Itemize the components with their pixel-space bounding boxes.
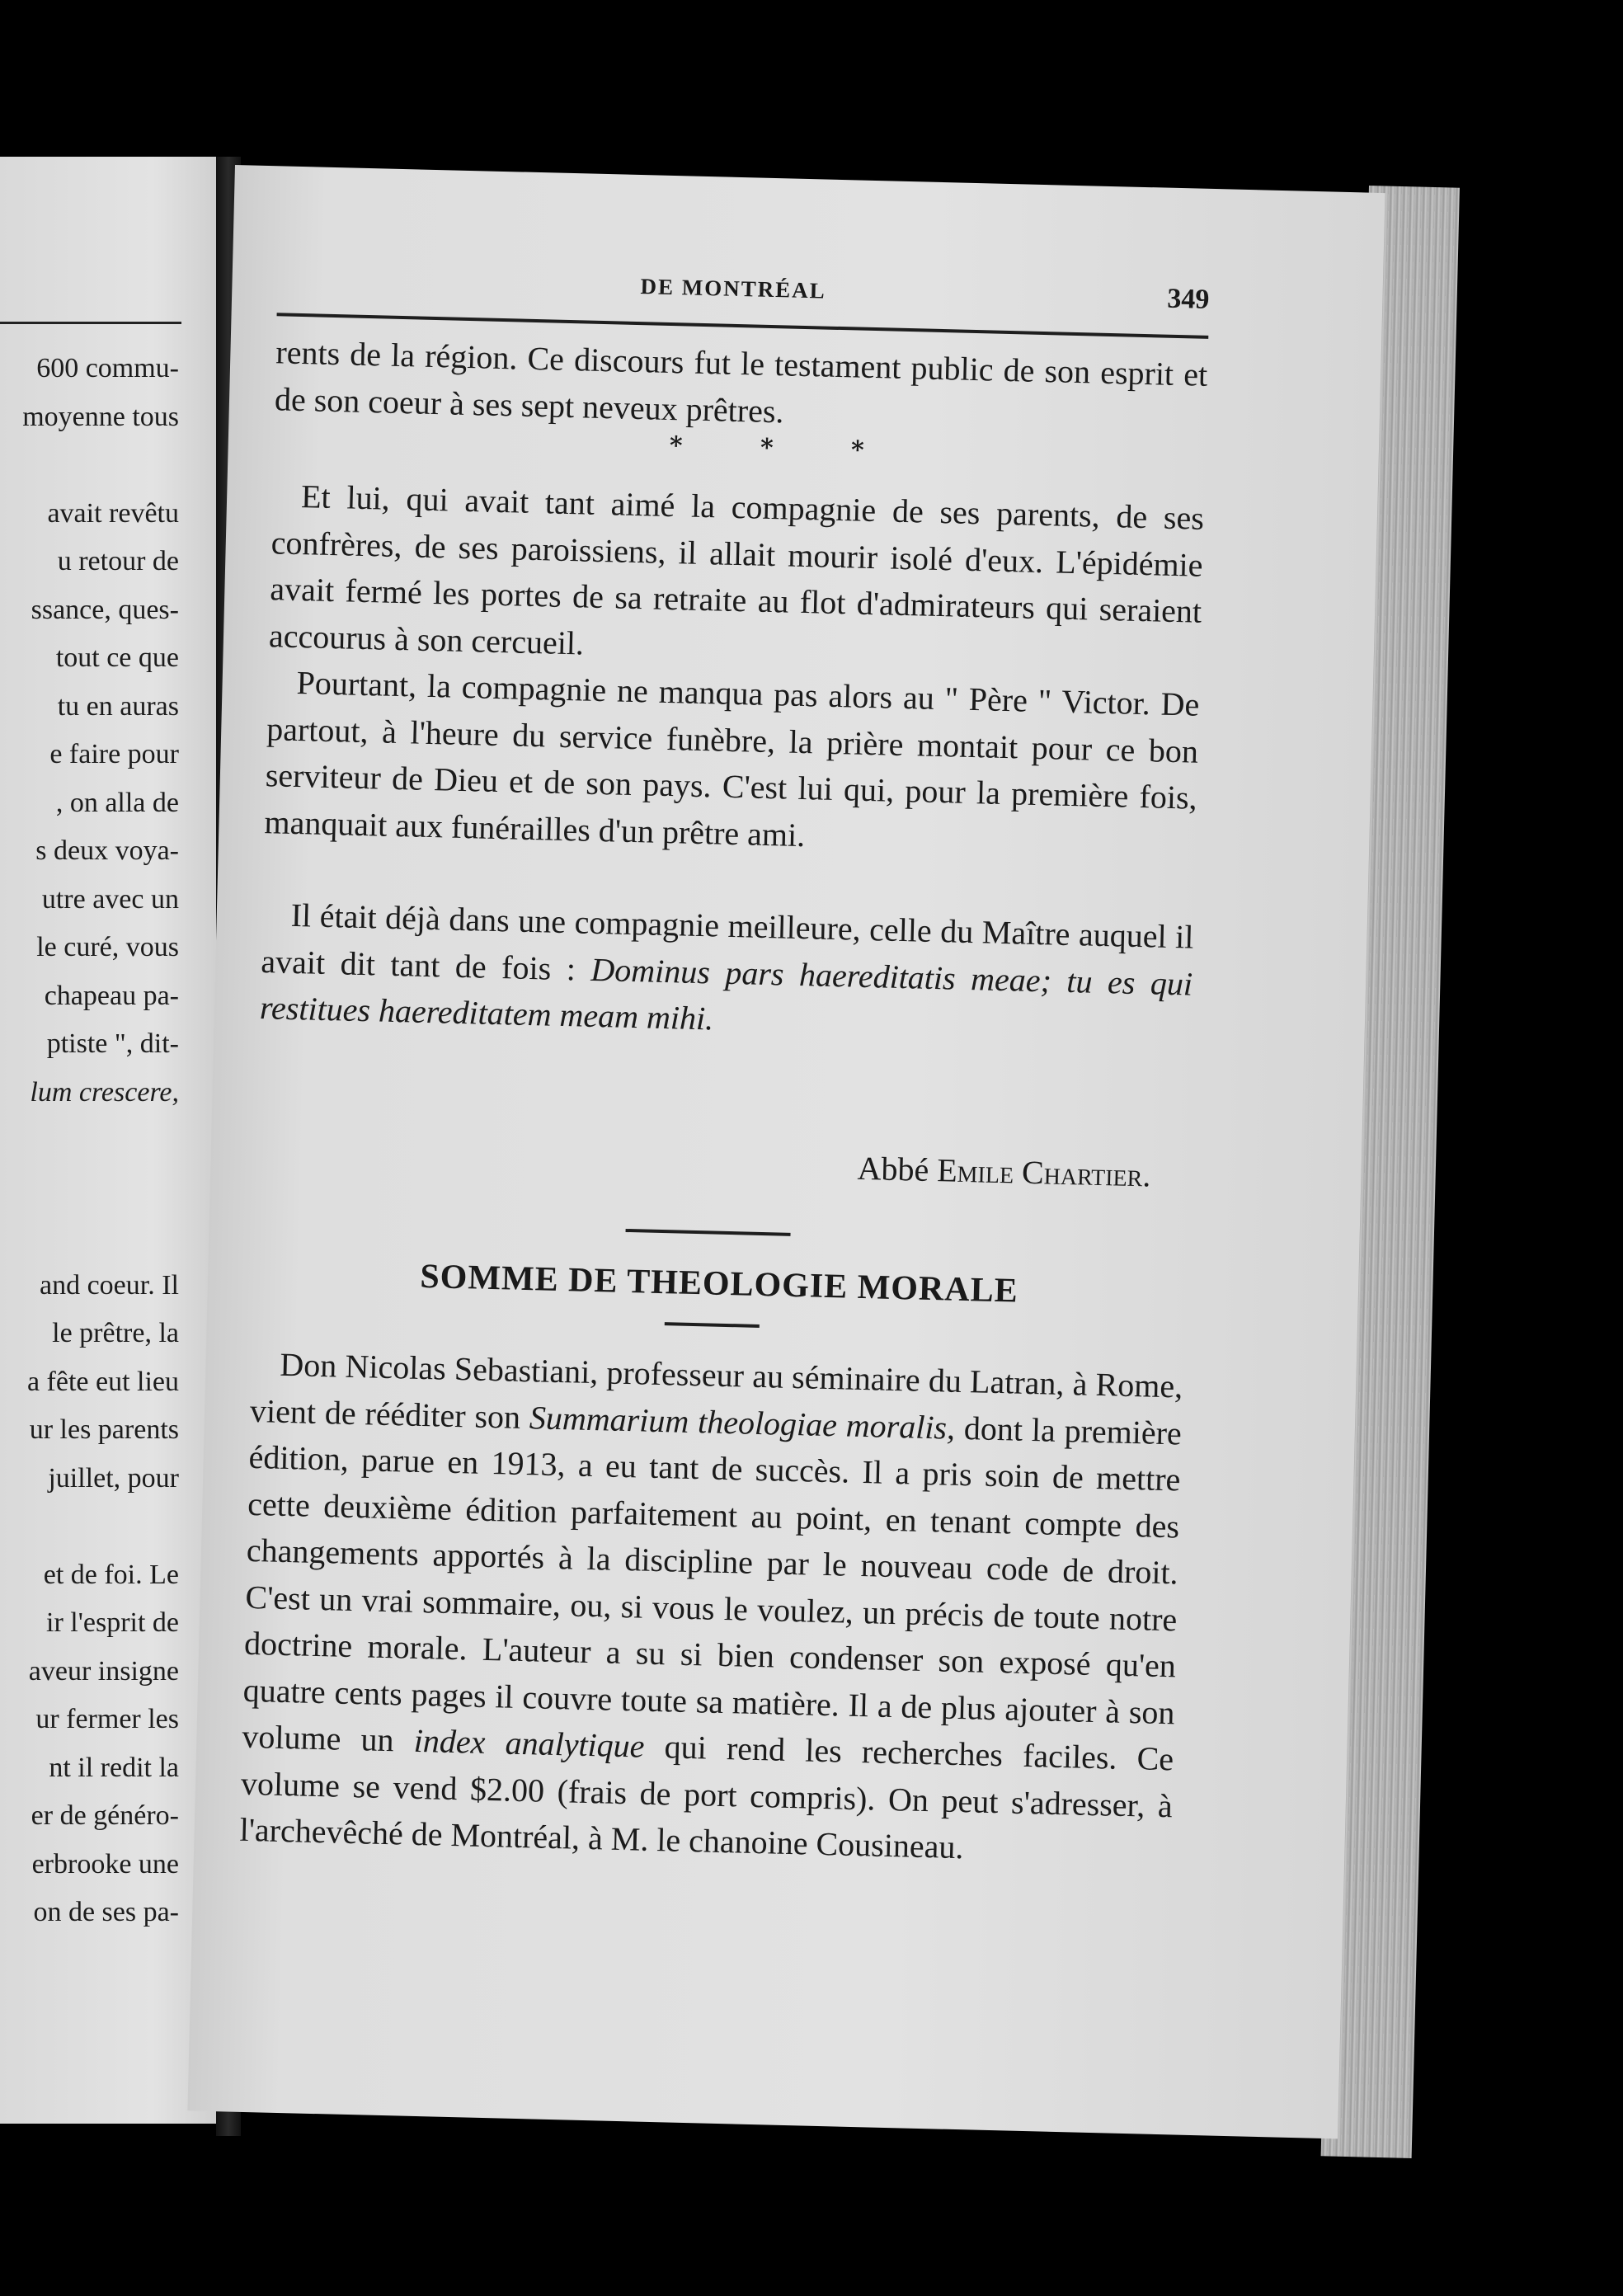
left-page-line: , on alla de <box>55 787 179 818</box>
left-page-line: ssance, ques- <box>31 594 179 625</box>
section-title: SOMME DE THEOLOGIE MORALE <box>419 1257 1019 1310</box>
paragraph-1: rents de la région. Ce discours fut le testament public de son esprit et de son coeur à ses sept neveux prêtres. <box>274 333 1208 430</box>
signature-prefix: Abbé <box>857 1149 938 1189</box>
latin-quote: Dominus pars haereditatis meae; tu es qui restitues haereditatem meam mihi. <box>259 950 1193 1037</box>
left-header-rule <box>0 322 181 324</box>
left-page-line: le curé, vous <box>36 932 179 962</box>
section-separator: * * * <box>669 430 900 466</box>
running-title: DE MONTRÉAL <box>640 274 827 303</box>
left-page-line: chapeau pa- <box>44 980 179 1011</box>
title-rule-bottom <box>665 1322 760 1328</box>
title-rule-top <box>626 1229 791 1236</box>
paragraph-5-text-a: Don Nicolas Sebastiani, professeur au séminaire du Latran, à Rome, vient de rééditer son <box>249 1345 1183 1436</box>
left-page-line: juillet, pour <box>48 1462 179 1494</box>
left-page-line: le prêtre, la <box>52 1318 179 1348</box>
left-page-line: ur les parents <box>29 1414 179 1445</box>
left-page-line: 600 commu- <box>36 353 179 383</box>
left-page-line: tu en auras <box>57 690 179 722</box>
paragraph-4 <box>259 892 1194 1054</box>
paragraph-5 <box>239 1341 1183 1876</box>
paragraph-5-text-b: dont la première édition, parue en 1913, a eu tant de succès. Il a pris soin de mettre cette deuxième édition parfaitement au point, en tenant compte des changements apportés à la discipline par le nouveau code de droit. C'est un vrai sommaire, ou, si vous le voulez, un précis de toute notre doctrine morale. L'auteur a su si bien condenser son exposé qu'en quatre cents pages il couvre toute sa matière. Il a de plus ajouter à son volume un <box>241 1409 1183 1759</box>
left-page-line: and coeur. Il <box>40 1269 179 1301</box>
left-page-line: tout ce que <box>55 642 179 673</box>
left-page-line: et de foi. Le <box>43 1559 179 1590</box>
left-page-line: e faire pour <box>49 739 179 769</box>
left-page <box>0 157 219 2124</box>
page-content <box>239 166 1212 1866</box>
left-page-line: nt il redit la <box>49 1752 179 1783</box>
left-page-line: u retour de <box>57 546 179 576</box>
left-page-line: aveur insigne <box>28 1655 179 1687</box>
left-page-line: s deux voya- <box>35 835 179 866</box>
left-page-line: moyenne tous <box>22 401 179 432</box>
paragraph-4-text: Il était déjà dans une compagnie meilleure, celle du Maître auquel il avait dit tant de fois : <box>260 896 1195 988</box>
paragraph-2: Et lui, qui avait tant aimé la compagnie de ses parents, de ses confrères, de ses paroissiens, il allait mourir isolé d'eux. L'épidémie avait fermé les portes de sa retraite au flot d'admirateurs qui seraient accourus à son cercueil. <box>268 478 1205 662</box>
left-page-line: a fête eut lieu <box>26 1366 179 1397</box>
left-page-line: ptiste ", dit- <box>46 1028 179 1059</box>
left-page-line: ir l'esprit de <box>46 1607 179 1638</box>
left-page-line: on de ses pa- <box>33 1897 179 1927</box>
paragraph-5-text-c: qui rend les recherches faciles. Ce volume se vend $2.00 (frais de port compris). On peut s'adresser, à l'archevêché de Montréal, à M. le chanoine Cousineau. <box>239 1727 1174 1866</box>
left-page-line: lum crescere, <box>30 1076 179 1108</box>
left-page-line: ur fermer les <box>35 1704 179 1734</box>
right-page <box>187 165 1385 2138</box>
signature-name: Emile Chartier. <box>936 1151 1151 1194</box>
page-number: 349 <box>1166 283 1210 315</box>
left-page-line: erbrooke une <box>31 1848 179 1880</box>
index-term: index analytique <box>413 1721 646 1765</box>
paragraph-3: Pourtant, la compagnie ne manqua pas alors au " Père " Victor. De partout, à l'heure du service funèbre, la prière montait pour ce bon serviteur de Dieu et de son pays. C'est lui qui, pour la première fois, manquait aux funérailles d'un prêtre ami. <box>264 664 1200 854</box>
left-page-line: er de généro- <box>31 1800 179 1831</box>
author-signature <box>857 1149 1151 1195</box>
left-page-line: utre avec un <box>41 883 179 915</box>
left-page-line: avait revêtu <box>47 497 179 529</box>
book-title: Summarium theologiae moralis, <box>529 1398 956 1447</box>
